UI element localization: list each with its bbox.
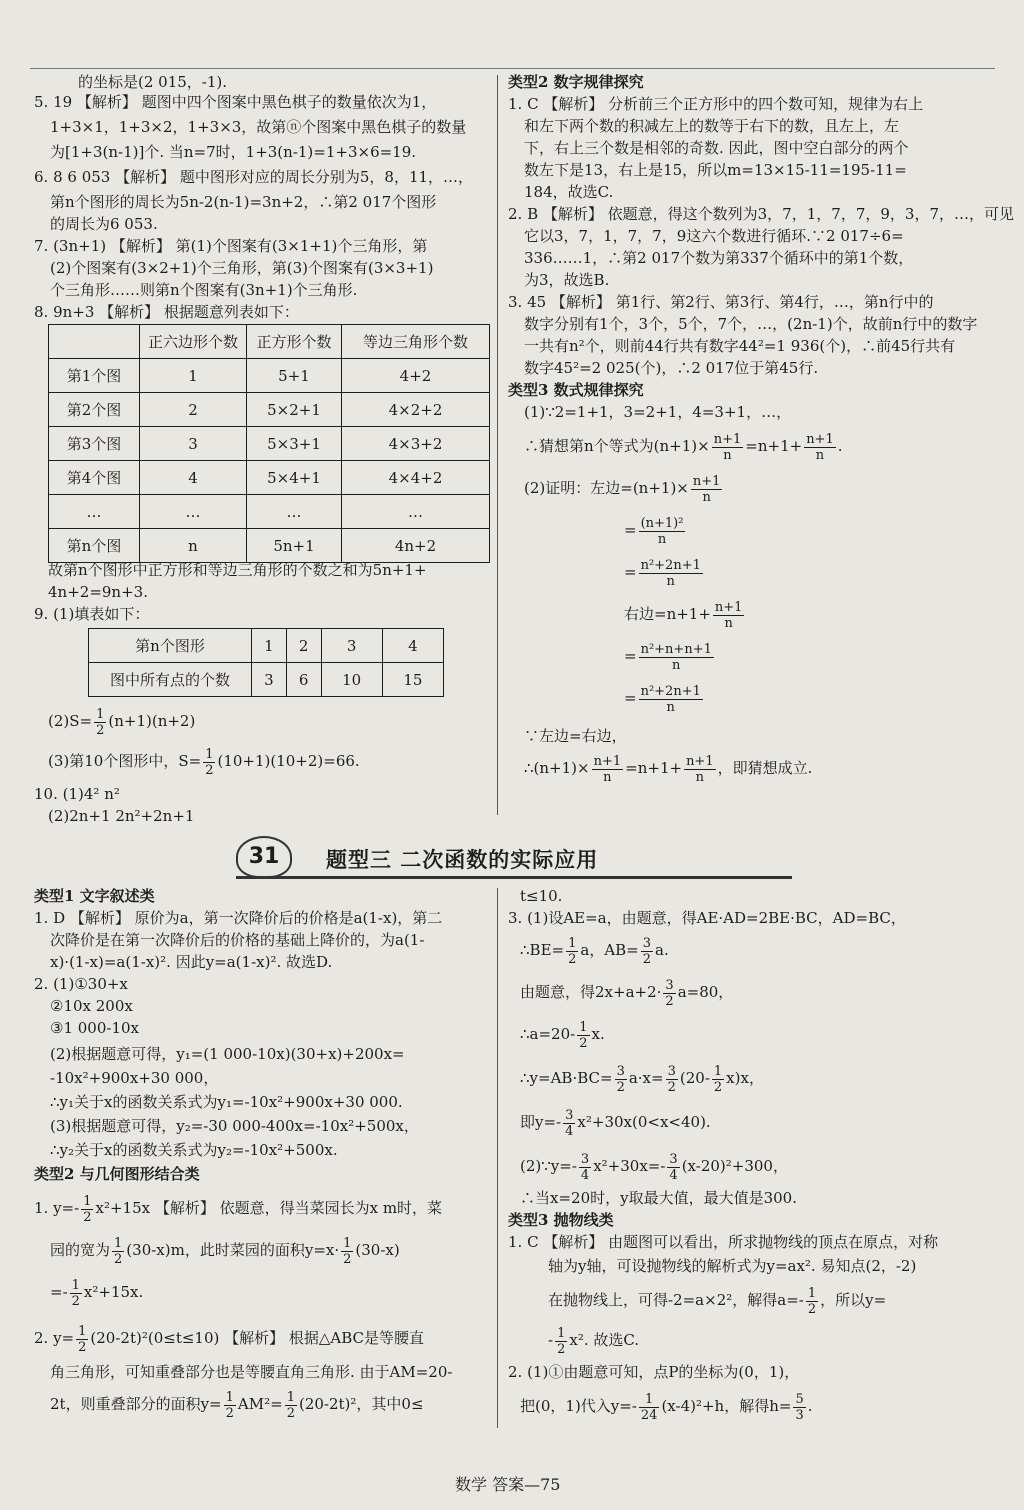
q9-line1: 9. (1)填表如下：	[34, 605, 150, 623]
numerator: n+1	[713, 431, 742, 447]
text-span: ，即猜想成立.	[717, 759, 813, 777]
text-span: x²+30x=-	[593, 1157, 666, 1175]
text-span: x)x，	[726, 1069, 764, 1087]
q8-line2: 故第n个图形中正方形和等边三角形的个数之和为5n+1+	[48, 561, 427, 579]
text-span: ∴猜想第n个等式为(n+1)×	[524, 437, 710, 455]
text-span: 把(0，1)代入y=-	[520, 1397, 637, 1415]
text-span: x.	[591, 1025, 605, 1043]
table-q9	[88, 628, 444, 697]
r3-line2: 数字分别有1个，3个，5个，7个，…，(2n-1)个，故前n行中的数字	[524, 315, 978, 333]
denominator: 2	[78, 1339, 87, 1355]
denominator: 2	[579, 1035, 588, 1051]
table-cell: 第1个图	[49, 359, 140, 393]
table-cell: …	[49, 495, 140, 529]
denominator: 2	[83, 1209, 92, 1225]
denominator: 2	[642, 951, 652, 967]
denominator: 4	[565, 1123, 574, 1139]
numerator: 1	[83, 1193, 92, 1209]
d2-line1: 2. (1)①由题意可知，点P的坐标为(0，1)，	[508, 1363, 800, 1381]
s-line7	[624, 638, 716, 674]
table-cell: 4	[382, 629, 443, 663]
b1-line2	[50, 1232, 400, 1268]
s-line6	[624, 596, 746, 632]
table-cell: …	[247, 495, 342, 529]
denominator: 2	[96, 722, 105, 738]
r1-line5: 184，故选C.	[524, 183, 614, 201]
denominator: 24	[640, 1407, 658, 1423]
text-line: 的坐标是(2 015，-1).	[78, 73, 228, 91]
fraction	[639, 642, 714, 673]
text-span: ∴(n+1)×	[524, 759, 590, 777]
c-line2	[520, 932, 669, 968]
numerator: 1	[639, 1392, 660, 1408]
denominator: 4	[580, 1167, 590, 1183]
r3-line4: 数字45²=2 025(个)，∴2 017位于第45行.	[524, 359, 819, 377]
fraction	[639, 558, 703, 589]
a2-line7: (3)根据题意可得，y₂=-30 000-400x=-10x²+500x，	[50, 1117, 419, 1135]
table-cell: 第n个图	[49, 529, 140, 563]
numerator: 3	[580, 1151, 590, 1167]
q7-line3: 个三角形……则第n个图案有(3n+1)个三角形.	[50, 281, 358, 299]
table-cell: 第n个图形	[89, 629, 252, 663]
text-span: (30-x)	[355, 1241, 400, 1259]
q10-line1: 10. (1)4² n²	[34, 785, 120, 803]
fraction	[713, 600, 745, 631]
table-cell: 5×2+1	[247, 393, 342, 427]
text-span: ∴y=AB·BC=	[520, 1069, 613, 1087]
s-line2	[524, 428, 843, 464]
table-row	[49, 495, 490, 529]
table-cell: 5n+1	[247, 529, 342, 563]
text-span: (2)S=	[48, 712, 93, 730]
text-span: 在抛物线上，可得-2=a×2²，解得a=-	[548, 1291, 804, 1309]
a2-line8: ∴y₂关于x的函数关系式为y₂=-10x²+500x.	[50, 1141, 338, 1159]
text-span: =	[624, 647, 637, 665]
c-line7	[520, 1148, 788, 1184]
q6-line2: 第n个图形的周长为5n-2(n-1)=3n+2，∴第2 017个图形	[50, 193, 437, 211]
text-span: x²+15x 【解析】 依题意，得当菜园长为x m时，菜	[95, 1199, 443, 1217]
s-line9: ∵左边=右边，	[524, 727, 627, 745]
fraction	[684, 754, 716, 785]
c-line6	[520, 1104, 711, 1140]
q10-line2: (2)2n+1 2n²+2n+1	[48, 807, 195, 825]
c-line3	[520, 974, 733, 1010]
r1-line2: 和左下两个数的积减左上的数等于右下的数，且左上，左	[524, 117, 900, 135]
numerator: n+1	[714, 599, 743, 615]
table-cell: 图中所有点的个数	[89, 663, 252, 697]
fraction	[641, 936, 653, 967]
table-cell: n	[140, 529, 247, 563]
c-line1: 3. (1)设AE=a，由题意，得AE·AD=2BE·BC，AD=BC，	[508, 909, 906, 927]
type2-heading: 类型2 数字规律探究	[508, 73, 644, 91]
d1-line4	[548, 1322, 639, 1358]
fraction	[76, 1324, 88, 1355]
numerator: 1	[225, 1389, 234, 1405]
table-cell: 正六边形个数	[140, 325, 247, 359]
table-cell: 4×4+2	[342, 461, 490, 495]
fraction	[663, 978, 675, 1009]
text-span: 园的宽为	[50, 1241, 111, 1259]
numerator: 1	[114, 1235, 123, 1251]
table-cell: …	[342, 495, 490, 529]
text-span: (20-2t)²，其中0≤	[298, 1395, 424, 1413]
q8-line3: 4n+2=9n+3.	[48, 583, 148, 601]
table-row	[49, 461, 490, 495]
q6-line1: 6. 8 6 053 【解析】 题中图形对应的周长分别为5，8，11，…，	[34, 168, 474, 186]
table-cell: 3	[140, 427, 247, 461]
q7-line2: (2)个图案有(3×2+1)个三角形，第(3)个图案有(3×3+1)	[50, 259, 434, 277]
text-span: a.	[655, 941, 669, 959]
s-line10	[524, 750, 812, 786]
text-span: =n+1+	[745, 437, 803, 455]
d2-line2	[520, 1388, 813, 1424]
denominator: 2	[225, 1405, 234, 1421]
table-cell: 1	[252, 629, 287, 663]
text-span: =	[624, 689, 637, 707]
denominator: 2	[557, 1341, 566, 1357]
section-number-badge: 31	[236, 836, 292, 878]
table-cell: 2	[140, 393, 247, 427]
numerator: 1	[205, 746, 214, 762]
denominator: 2	[114, 1251, 123, 1267]
fraction	[793, 1392, 805, 1423]
numerator: n²+2n+1	[640, 683, 701, 699]
table-row	[49, 325, 490, 359]
text-span: -	[548, 1331, 554, 1349]
text-span: =	[624, 521, 637, 539]
table-row	[49, 393, 490, 427]
table-cell: 正方形个数	[247, 325, 342, 359]
denominator: 2	[568, 951, 577, 967]
text-span: 2. y=	[34, 1329, 75, 1347]
denominator: 3	[795, 1407, 804, 1423]
fraction	[804, 432, 836, 463]
table-row	[49, 359, 490, 393]
fraction	[285, 1390, 297, 1421]
fraction	[806, 1286, 818, 1317]
fraction	[592, 754, 624, 785]
r3-line3: 一共有n²个，则前44行共有数字44²=1 936(个)，∴前45行共有	[524, 337, 956, 355]
table-cell: …	[140, 495, 247, 529]
text-span: (x-4)²+h，解得h=	[661, 1397, 792, 1415]
numerator: 1	[71, 1277, 80, 1293]
text-span: x². 故选C.	[569, 1331, 640, 1349]
a1-line1: 1. D 【解析】 原价为a，第一次降价后的价格是a(1-x)，第二	[34, 909, 443, 927]
b2-line3	[50, 1386, 424, 1422]
numerator: n+1	[593, 753, 622, 769]
numerator: n²+n+n+1	[640, 641, 712, 657]
numerator: 3	[642, 935, 652, 951]
b1-line3	[50, 1274, 143, 1310]
table-cell: 5×3+1	[247, 427, 342, 461]
s-line3	[524, 470, 724, 506]
table-cell: 5×4+1	[247, 461, 342, 495]
table-cell: 第3个图	[49, 427, 140, 461]
table-row	[89, 629, 444, 663]
text-span: (20-2t)²(0≤t≤10) 【解析】 根据△ABC是等腰直	[90, 1329, 425, 1347]
q6-line3: 的周长为6 053.	[50, 215, 158, 233]
a2-line2: ②10x 200x	[50, 997, 133, 1015]
table-row	[49, 427, 490, 461]
text-span: (x-20)²+300，	[681, 1157, 788, 1175]
text-span: (2)证明：左边=(n+1)×	[524, 479, 689, 497]
denominator: n	[666, 699, 675, 715]
denominator: 2	[286, 1405, 295, 1421]
text-span: 右边=n+1+	[624, 605, 711, 623]
r2-line4: 为3，故选B.	[524, 271, 610, 289]
page-footer: 数学 答案—75	[455, 1475, 561, 1494]
numerator: n+1	[686, 753, 714, 769]
denominator: n	[724, 615, 733, 631]
text-span: 2t，则重叠部分的面积y=	[50, 1395, 222, 1413]
text-span: =-	[50, 1283, 68, 1301]
d1-line2: 轴为y轴，可设抛物线的解析式为y=ax². 易知点(2，-2)	[548, 1257, 917, 1275]
a2-line4: (2)根据题意可得，y₁=(1 000-10x)(30+x)+200x=	[50, 1045, 405, 1063]
denominator: 4	[669, 1167, 678, 1183]
numerator: 1	[713, 1063, 723, 1079]
column-divider-upper	[497, 75, 498, 815]
text-span: (10+1)(10+2)=66.	[217, 752, 360, 770]
fraction	[615, 1064, 627, 1095]
text-span: (2)∵y=-	[520, 1157, 577, 1175]
fraction	[563, 1108, 575, 1139]
q7-line1: 7. (3n+1) 【解析】 第(1)个图案有(3×1+1)个三角形，第	[34, 237, 428, 255]
r2-line3: 336……1，∴第2 017个数为第337个循环中的第1个数，	[524, 249, 914, 267]
table-cell: 3	[321, 629, 382, 663]
a2-line6: ∴y₁关于x的函数关系式为y₁=-10x²+900x+30 000.	[50, 1093, 403, 1111]
table-cell: 2	[286, 629, 321, 663]
text-span: ，所以y=	[820, 1291, 887, 1309]
r2-line1: 2. B 【解析】 依题意，得这个数列为3，7，1，7，7，9，3，7，…，可见	[508, 205, 1014, 223]
table-cell: 4	[140, 461, 247, 495]
table-cell: 1	[140, 359, 247, 393]
text-span: (n+1)(n+2)	[108, 712, 196, 730]
r3-line1: 3. 45 【解析】 第1行、第2行、第3行、第4行，…，第n行中的	[508, 293, 934, 311]
denominator: 2	[667, 1079, 676, 1095]
r2-line2: 它以3，7，1，7，7，9这六个数进行循环.∵2 017÷6=	[524, 227, 904, 245]
text-span: a，AB=	[580, 941, 639, 959]
text-span: 即y=-	[520, 1113, 562, 1131]
table-cell: 6	[286, 663, 321, 697]
table-cell: 等边三角形个数	[342, 325, 490, 359]
fraction	[712, 1064, 724, 1095]
denominator: n	[672, 657, 681, 673]
fraction	[566, 936, 578, 967]
fraction	[94, 707, 106, 738]
denominator: 2	[713, 1079, 723, 1095]
s-line5	[624, 554, 705, 590]
table-row	[89, 663, 444, 697]
text-span: ∴BE=	[520, 941, 565, 959]
text-span: 由题意，得2x+a+2·	[520, 983, 662, 1001]
q9-line3	[48, 744, 360, 778]
table-cell: 第2个图	[49, 393, 140, 427]
denominator: n	[723, 447, 732, 463]
c-line5	[520, 1060, 764, 1096]
text-span: x²+30x(0<x<40).	[577, 1113, 711, 1131]
s-line1: (1)∵2=1+1，3=2+1，4=3+1，…，	[524, 403, 792, 421]
fraction	[579, 1152, 591, 1183]
c-line8: ∴当x=20时，y取最大值，最大值是300.	[520, 1189, 797, 1207]
table-cell: 4×3+2	[342, 427, 490, 461]
type3b-heading: 类型3 抛物线类	[508, 1211, 614, 1229]
text-span: 1. y=-	[34, 1199, 80, 1217]
fraction	[341, 1236, 353, 1267]
a2-line3: ③1 000-10x	[50, 1019, 140, 1037]
text-span: (30-x)m，此时菜园的面积y=x·	[126, 1241, 340, 1259]
numerator: 1	[568, 935, 577, 951]
denominator: 2	[807, 1301, 817, 1317]
fraction	[712, 432, 744, 463]
text-span: x²+15x.	[83, 1283, 144, 1301]
q5-line2: 1+3×1，1+3×2，1+3×3，故第ⓝ个图案中黑色棋子的数量	[50, 118, 467, 136]
numerator: 3	[669, 1151, 678, 1167]
fraction	[112, 1236, 124, 1267]
numerator: 1	[96, 706, 105, 722]
text-span: (20-	[679, 1069, 710, 1087]
numerator: 1	[557, 1325, 566, 1341]
numerator: n+1	[692, 473, 721, 489]
column-divider-lower	[497, 888, 498, 1428]
numerator: 3	[565, 1107, 574, 1123]
text-span: AM²=	[237, 1395, 283, 1413]
type3-heading: 类型3 数式规律探究	[508, 381, 644, 399]
fraction	[81, 1194, 93, 1225]
fraction	[577, 1020, 589, 1051]
numerator: 1	[78, 1323, 87, 1339]
denominator: 2	[343, 1251, 352, 1267]
numerator: 5	[795, 1391, 804, 1407]
table-cell: 15	[382, 663, 443, 697]
table-q8	[48, 324, 490, 563]
denominator: 2	[205, 762, 214, 778]
b2-line2: 角三角形，可知重叠部分也是等腰直角三角形. 由于AM=20-	[50, 1363, 453, 1381]
r1-line4: 数左下是13，右上是15，所以m=13×15-11=195-11=	[524, 161, 907, 179]
denominator: n	[702, 489, 711, 505]
fraction	[691, 474, 723, 505]
table-cell: 4+2	[342, 359, 490, 393]
q5-line1: 5. 19 【解析】 题图中四个图案中黑色棋子的数量依次为1，	[34, 93, 437, 111]
text-span: ∴a=20-	[520, 1025, 576, 1043]
d1-line3	[548, 1282, 886, 1318]
table-cell: 5+1	[247, 359, 342, 393]
fraction	[666, 1064, 678, 1095]
a1-line3: x)·(1-x)=a(1-x)². 因此y=a(1-x)². 故选D.	[50, 953, 333, 971]
numerator: n+1	[806, 431, 834, 447]
c-line0: t≤10.	[520, 887, 563, 905]
numerator: (n+1)²	[640, 515, 684, 531]
s-line4	[624, 512, 687, 548]
numerator: 1	[286, 1389, 295, 1405]
type1-heading: 类型1 文字叙述类	[34, 887, 155, 905]
a2-line5: -10x²+900x+30 000，	[50, 1069, 219, 1087]
fraction	[555, 1326, 567, 1357]
d1-line1: 1. C 【解析】 由题图可以看出，所求抛物线的顶点在原点，对称	[508, 1233, 939, 1251]
table-cell: 10	[321, 663, 382, 697]
table-cell: 4n+2	[342, 529, 490, 563]
r1-line1: 1. C 【解析】 分析前三个正方形中的四个数可知，规律为右上	[508, 95, 924, 113]
table-cell: 3	[252, 663, 287, 697]
numerator: 3	[616, 1063, 625, 1079]
numerator: 3	[665, 977, 674, 993]
q5-line3: 为[1+3(n-1)]个. 当n=7时，1+3(n-1)=1+3×6=19.	[50, 143, 417, 161]
b2-line1	[34, 1320, 424, 1356]
text-span: a·x=	[628, 1069, 664, 1087]
numerator: 1	[807, 1285, 817, 1301]
fraction	[667, 1152, 679, 1183]
table-cell: 4×2+2	[342, 393, 490, 427]
r1-line3: 下，右上三个数是相邻的奇数. 因此，图中空白部分的两个	[524, 139, 909, 157]
q8-line1: 8. 9n+3 【解析】 根据题意列表如下：	[34, 303, 299, 321]
q9-line2	[48, 704, 195, 738]
a2-line1: 2. (1)①30+x	[34, 975, 128, 993]
section-rule	[236, 876, 792, 879]
fraction	[70, 1278, 82, 1309]
fraction	[639, 1392, 660, 1423]
c-line4	[520, 1016, 605, 1052]
text-span: (3)第10个图形中，S=	[48, 752, 202, 770]
table-cell	[49, 325, 140, 359]
fraction	[224, 1390, 236, 1421]
numerator: 1	[343, 1235, 352, 1251]
text-span: a=80，	[677, 983, 734, 1001]
text-span: =n+1+	[625, 759, 683, 777]
denominator: n	[603, 769, 612, 785]
fraction	[639, 516, 686, 547]
text-span: .	[837, 437, 843, 455]
b1-line1	[34, 1190, 442, 1226]
denominator: n	[695, 769, 705, 785]
denominator: 2	[616, 1079, 625, 1095]
text-span: .	[807, 1397, 813, 1415]
table-cell: 第4个图	[49, 461, 140, 495]
numerator: 1	[579, 1019, 588, 1035]
denominator: 2	[665, 993, 674, 1009]
a1-line2: 次降价是在第一次降价后的价格的基础上降价的，为a(1-	[50, 931, 425, 949]
numerator: n²+2n+1	[640, 557, 701, 573]
type2b-heading: 类型2 与几何图形结合类	[34, 1165, 200, 1183]
denominator: n	[666, 573, 675, 589]
table-row	[49, 529, 490, 563]
denominator: n	[815, 447, 825, 463]
denominator: n	[657, 531, 667, 547]
top-rule	[30, 68, 995, 69]
text-span: =	[624, 563, 637, 581]
fraction	[639, 684, 703, 715]
numerator: 3	[667, 1063, 676, 1079]
denominator: 2	[71, 1293, 80, 1309]
fraction	[203, 747, 215, 778]
s-line8	[624, 680, 705, 716]
section-title: 题型三 二次函数的实际应用	[326, 848, 599, 872]
